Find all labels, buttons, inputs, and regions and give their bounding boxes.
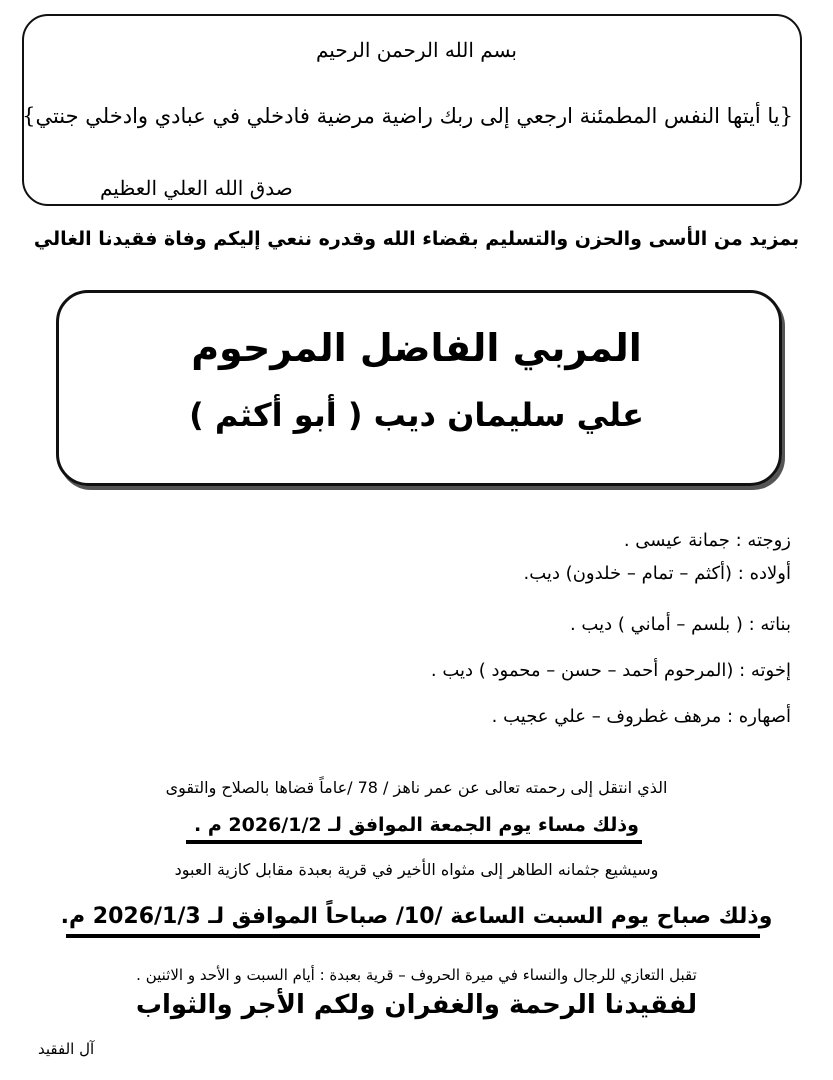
family-siblings: إخوته : (المرحوم أحمد – حسن – محمود ) ديب .	[430, 660, 791, 681]
burial-line: وسيشيع جثمانه الطاهر إلى مثواه الأخير في قرية بعبدة مقابل كازية العبود	[174, 860, 659, 879]
family-daughters: بناته : ( بلسم – أماني ) ديب .	[569, 614, 791, 635]
bismillah: بسم الله الرحمن الرحيم	[315, 38, 517, 62]
passed-line: الذي انتقل إلى رحمته تعالى عن عمر ناهز / 78 /عاماً قضاها بالصلاح والتقوى	[165, 778, 668, 797]
prayer-line: لفقيدنا الرحمة والغفران ولكم الأجر والثواب	[135, 990, 698, 1020]
burial-date-underline	[66, 934, 760, 938]
family-wife: زوجته : جمانة عيسى .	[623, 530, 791, 551]
condolences-line: تقبل التعازي للرجال والنساء في ميرة الحروف – قرية بعبدة : أيام السبت و الأحد و الاثنين .	[136, 966, 697, 984]
deceased-title: المربي الفاضل المرحوم	[191, 326, 642, 370]
quran-verse: {يا أيتها النفس المطمئنة ارجعي إلى ربك راضية مرضية فادخلي في عبادي وادخلي جنتي}	[22, 104, 793, 128]
family-sons: أولاده : (أكثم – تمام – خلدون) ديب.	[523, 563, 791, 584]
death-date-underline	[186, 840, 642, 844]
death-date: وذلك مساء يوم الجمعة الموافق لـ 2026/1/2 م .	[194, 814, 639, 836]
burial-date: وذلك صباح يوم السبت الساعة /10/ صباحاً الموافق لـ 2026/1/3 م.	[60, 904, 773, 929]
deceased-name: علي سليمان ديب ( أبو أكثم )	[189, 396, 644, 434]
deceased-frame	[56, 290, 782, 486]
family-inlaws: أصهاره : مرهف غطروف – علي عجيب .	[491, 706, 791, 727]
intro-line: بمزيد من الأسى والحزن والتسليم بقضاء الله وقدره ننعي إليكم وفاة فقيدنا الغالي	[33, 228, 800, 250]
signature: آل الفقيد	[38, 1040, 95, 1058]
sadaq-text: صدق الله العلي العظيم	[100, 176, 293, 200]
